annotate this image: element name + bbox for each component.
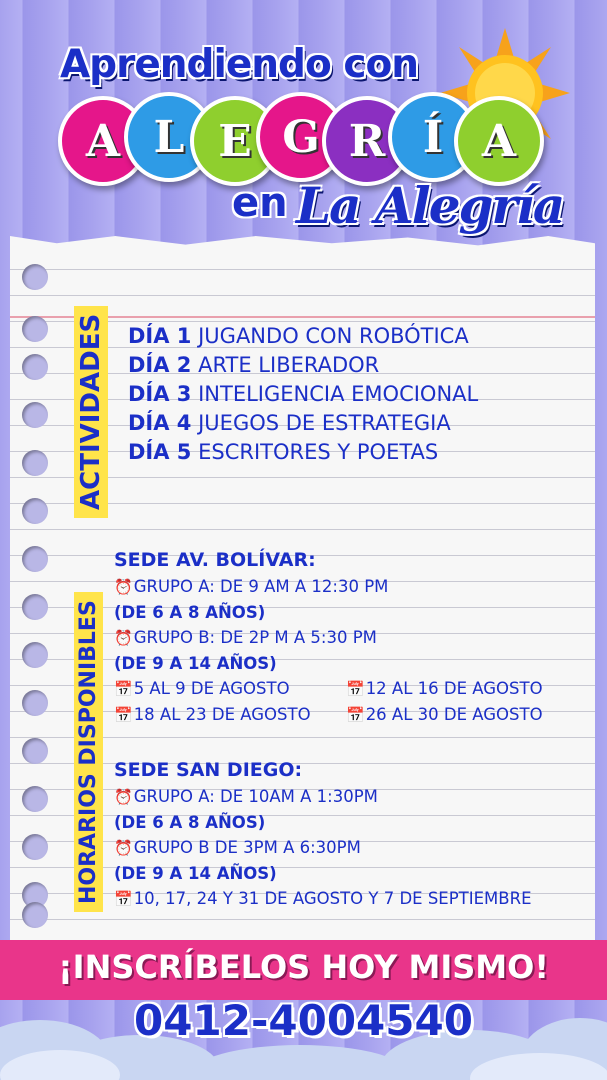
bolivar-dates-row-2: [114, 702, 543, 728]
schedule-bolivar: [114, 546, 543, 728]
activity-day: DÍA 5: [128, 440, 192, 464]
activity-name: ESCRITORES Y POETAS: [198, 440, 439, 464]
bolivar-date: 18 AL 23 DE AGOSTO: [133, 705, 311, 724]
bolivar-group-b-ages: (DE 9 A 14 AÑOS): [114, 654, 277, 673]
title-en: en: [232, 180, 288, 226]
schedules-vertical-label: HORARIOS DISPONIBLES: [74, 592, 103, 912]
bolivar-group-b: [114, 625, 543, 651]
activity-item: [128, 380, 478, 409]
schedule-san-diego: [114, 756, 532, 912]
bolivar-group-a-ages: (DE 6 A 8 AÑOS): [114, 603, 266, 622]
binder-hole: [22, 642, 48, 668]
binder-hole: [22, 594, 48, 620]
phone-number[interactable]: 0412-4004540: [134, 996, 473, 1045]
letter-ball: G: [256, 92, 346, 182]
letter-ball: E: [190, 96, 280, 186]
bolivar-dates-row-1: [114, 676, 543, 702]
activity-item: [128, 438, 478, 467]
san-diego-dates: [114, 886, 532, 912]
activity-day: DÍA 3: [128, 382, 192, 406]
san-diego-group-b-text: GRUPO B DE 3PM A 6:30PM: [133, 838, 361, 857]
bolivar-date: 12 AL 16 DE AGOSTO: [365, 679, 543, 698]
san-diego-title: SEDE SAN DIEGO:: [114, 759, 303, 781]
bolivar-date: 26 AL 30 DE AGOSTO: [365, 705, 543, 724]
binder-hole: [22, 738, 48, 764]
binder-hole: [22, 402, 48, 428]
activities-vertical-label: ACTIVIDADES: [74, 306, 108, 518]
bolivar-group-a: [114, 574, 543, 600]
binder-hole: [22, 902, 48, 928]
binder-hole: [22, 786, 48, 812]
cta-text: ¡INSCRÍBELOS HOY MISMO!: [58, 948, 549, 986]
calendar-icon: 📅: [346, 680, 365, 698]
alarm-clock-icon: ⏰: [114, 578, 133, 596]
calendar-icon: 📅: [114, 890, 133, 908]
bolivar-group-b-text: GRUPO B: DE 2P M A 5:30 PM: [133, 628, 377, 647]
letter-ball: A: [454, 96, 544, 186]
title-place: La Alegría: [296, 176, 564, 235]
alarm-clock-icon: ⏰: [114, 629, 133, 647]
san-diego-group-a: [114, 784, 532, 810]
activity-day: DÍA 4: [128, 411, 192, 435]
binder-hole: [22, 264, 48, 290]
binder-hole: [22, 690, 48, 716]
binder-hole: [22, 834, 48, 860]
activity-name: ARTE LIBERADOR: [198, 353, 380, 377]
calendar-icon: 📅: [346, 706, 365, 724]
san-diego-group-b: [114, 835, 532, 861]
activity-day: DÍA 1: [128, 324, 192, 348]
san-diego-group-a-text: GRUPO A: DE 10AM A 1:30PM: [133, 787, 378, 806]
letter-ball: A: [58, 96, 148, 186]
activity-name: JUEGOS DE ESTRATEGIA: [198, 411, 451, 435]
alarm-clock-icon: ⏰: [114, 839, 133, 857]
letter-ball: R: [322, 96, 412, 186]
binder-hole: [22, 546, 48, 572]
binder-hole: [22, 450, 48, 476]
alegria-letter-balls: [58, 92, 558, 184]
san-diego-group-b-ages: (DE 9 A 14 AÑOS): [114, 864, 277, 883]
activity-name: JUGANDO CON ROBÓTICA: [198, 324, 469, 348]
title-line-1: Aprendiendo con: [60, 42, 419, 87]
calendar-icon: 📅: [114, 706, 133, 724]
bolivar-group-a-text: GRUPO A: DE 9 AM A 12:30 PM: [133, 577, 389, 596]
binder-hole: [22, 498, 48, 524]
activity-day: DÍA 2: [128, 353, 192, 377]
activity-item: [128, 409, 478, 438]
letter-ball: L: [124, 92, 214, 182]
letter-ball: Í: [388, 92, 478, 182]
activity-item: [128, 322, 478, 351]
bolivar-title: SEDE AV. BOLÍVAR:: [114, 549, 316, 571]
activity-name: INTELIGENCIA EMOCIONAL: [198, 382, 479, 406]
calendar-icon: 📅: [114, 680, 133, 698]
binder-hole: [22, 354, 48, 380]
san-diego-dates-text: 10, 17, 24 Y 31 DE AGOSTO Y 7 DE SEPTIEMBRE: [133, 889, 532, 908]
binder-hole: [22, 316, 48, 342]
activities-list: [128, 322, 478, 467]
san-diego-group-a-ages: (DE 6 A 8 AÑOS): [114, 813, 266, 832]
bolivar-date: 5 AL 9 DE AGOSTO: [133, 679, 290, 698]
alarm-clock-icon: ⏰: [114, 788, 133, 806]
activity-item: [128, 351, 478, 380]
